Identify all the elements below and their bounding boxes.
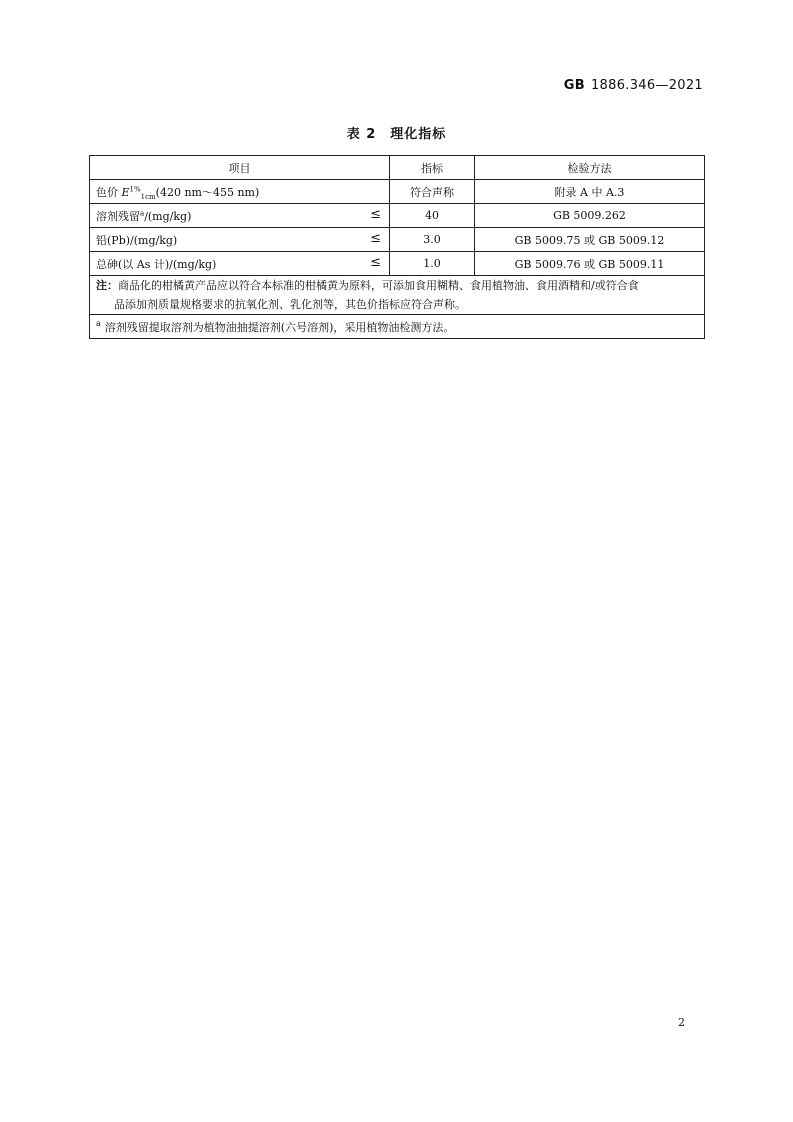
table-row <box>90 180 705 204</box>
note-label: 注： <box>96 279 118 292</box>
row-method: GB 5009.262 <box>475 204 705 228</box>
table-row <box>90 228 705 252</box>
table-header-row <box>90 156 705 180</box>
row-value: 40 <box>390 204 475 228</box>
physicochemical-table <box>89 155 705 339</box>
table-footnote <box>90 315 705 339</box>
less-equal-operator: ≤ <box>370 255 381 270</box>
row-value: 1.0 <box>390 252 475 276</box>
row-item-color-value: 色价 $E^{1\%}_{1cm}(420$ nm～455 nm) <box>90 180 390 204</box>
table-row <box>90 252 705 276</box>
standard-code <box>564 78 703 93</box>
page-number: 2 <box>678 1016 685 1029</box>
less-equal-operator: ≤ <box>370 207 381 222</box>
standard-code-number: 1886.346—2021 <box>590 78 703 93</box>
row-item-solvent-residue: 溶剂残留$^a$/(mg/kg) ≤ <box>90 204 390 228</box>
column-header-value: 指标 <box>390 156 475 180</box>
column-header-method: 检验方法 <box>475 156 705 180</box>
table-row <box>90 204 705 228</box>
row-value: 3.0 <box>390 228 475 252</box>
table-footnote-row <box>90 315 705 339</box>
footnote-mark: a <box>96 318 101 328</box>
row-item-total-arsenic: 总砷(以 As 计)/(mg/kg) ≤ <box>90 252 390 276</box>
less-equal-operator: ≤ <box>370 231 381 246</box>
footnote-text: 溶剂残留提取溶剂为植物油抽提溶剂(六号溶剂)，采用植物油检测方法。 <box>104 320 455 334</box>
row-method: GB 5009.76 或 GB 5009.11 <box>475 252 705 276</box>
table-title: 表 2 理化指标 <box>346 127 447 142</box>
standard-code-prefix: GB <box>563 78 585 93</box>
row-item-lead: 铅(Pb)/(mg/kg) ≤ <box>90 228 390 252</box>
table-note-row <box>90 276 705 315</box>
row-method: GB 5009.75 或 GB 5009.12 <box>475 228 705 252</box>
note-line-2: 品添加剂质量规格要求的抗氧化剂、乳化剂等，其色价指标应符合声称。 <box>114 298 466 311</box>
note-line-1: 商品化的柑橘黄产品应以符合本标准的柑橘黄为原料，可添加食用糊精、食用植物油、食用酒精和/或符合食 <box>118 279 639 292</box>
table-note <box>90 276 705 315</box>
column-header-item: 项目 <box>90 156 390 180</box>
row-method: 附录 A 中 A.3 <box>475 180 705 204</box>
row-value: 符合声称 <box>390 180 475 204</box>
